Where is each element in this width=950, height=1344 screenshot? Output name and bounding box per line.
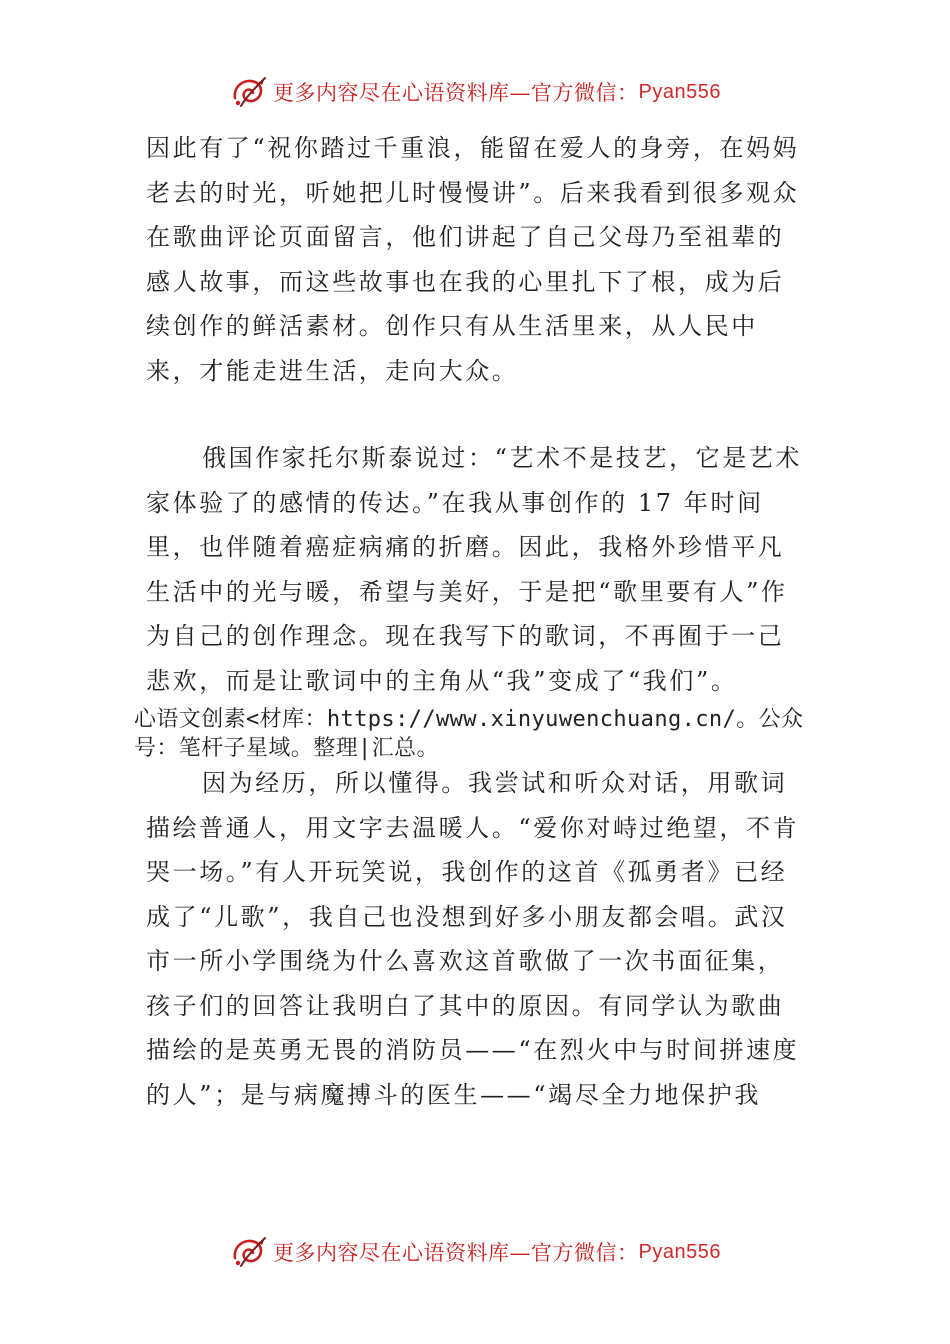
body-paragraph-3: 因为经历，所以懂得。我尝试和听众对话，用歌词描绘普通人，用文字去温暖人。“爱你对峙过绝望，不肯哭一场。”有人开玩笑说，我创作的这首《孤勇者》已经成了“儿歌”，我自己也没想到好多小朋友都会唱。武汉市一所小学围绕为什么喜欢这首歌做了一次书面征集，孩子们的回答让我明白了其中的原因。有同学认为歌曲描绘的是英勇无畏的消防员——“在烈火中与时间拼速度的人”；是与病魔搏斗的医生——“竭尽全力地保护我 bbox=[146, 769, 800, 1109]
header-banner-text: 更多内容尽在心语资料库—官方微信： bbox=[273, 81, 639, 105]
footer-banner bbox=[0, 1232, 950, 1272]
quill-swirl-icon bbox=[229, 72, 269, 112]
footer-wechat-id: Pyan556 bbox=[638, 1240, 721, 1263]
quill-swirl-icon bbox=[229, 1232, 269, 1272]
body-paragraph-2: 俄国作家托尔斯泰说过：“艺术不是技艺，它是艺术家体验了的感情的传达。”在我从事创作的 17 年时间里，也伴随着癌症病痛的折磨。因此，我格外珍惜平凡生活中的光与暖，希望与美好，于是把“歌里要有人”作为自己的创作理念。现在我写下的歌词，不再囿于一己悲欢，而是让歌词中的主角从“我”变成了“我们”。 bbox=[146, 444, 803, 695]
header-wechat-id: Pyan556 bbox=[638, 80, 721, 103]
header-banner bbox=[0, 72, 950, 112]
body-paragraph-1: 因此有了“祝你踏过千重浪，能留在爱人的身旁，在妈妈老去的时光，听她把儿时慢慢讲”。后来我看到很多观众在歌曲评论页面留言，他们讲起了自己父母乃至祖辈的感人故事，而这些故事也在我的心里扎下了根，成为后续创作的鲜活素材。创作只有从生活里来，从人民中来，才能走进生活，走向大众。 bbox=[146, 134, 800, 385]
source-note: 心语文创素<材库：https://www.xinyuwenchuang.cn/。公众号：笔杆子星域。整理|汇总。 bbox=[134, 707, 804, 761]
footer-banner-text: 更多内容尽在心语资料库—官方微信： bbox=[273, 1241, 639, 1265]
